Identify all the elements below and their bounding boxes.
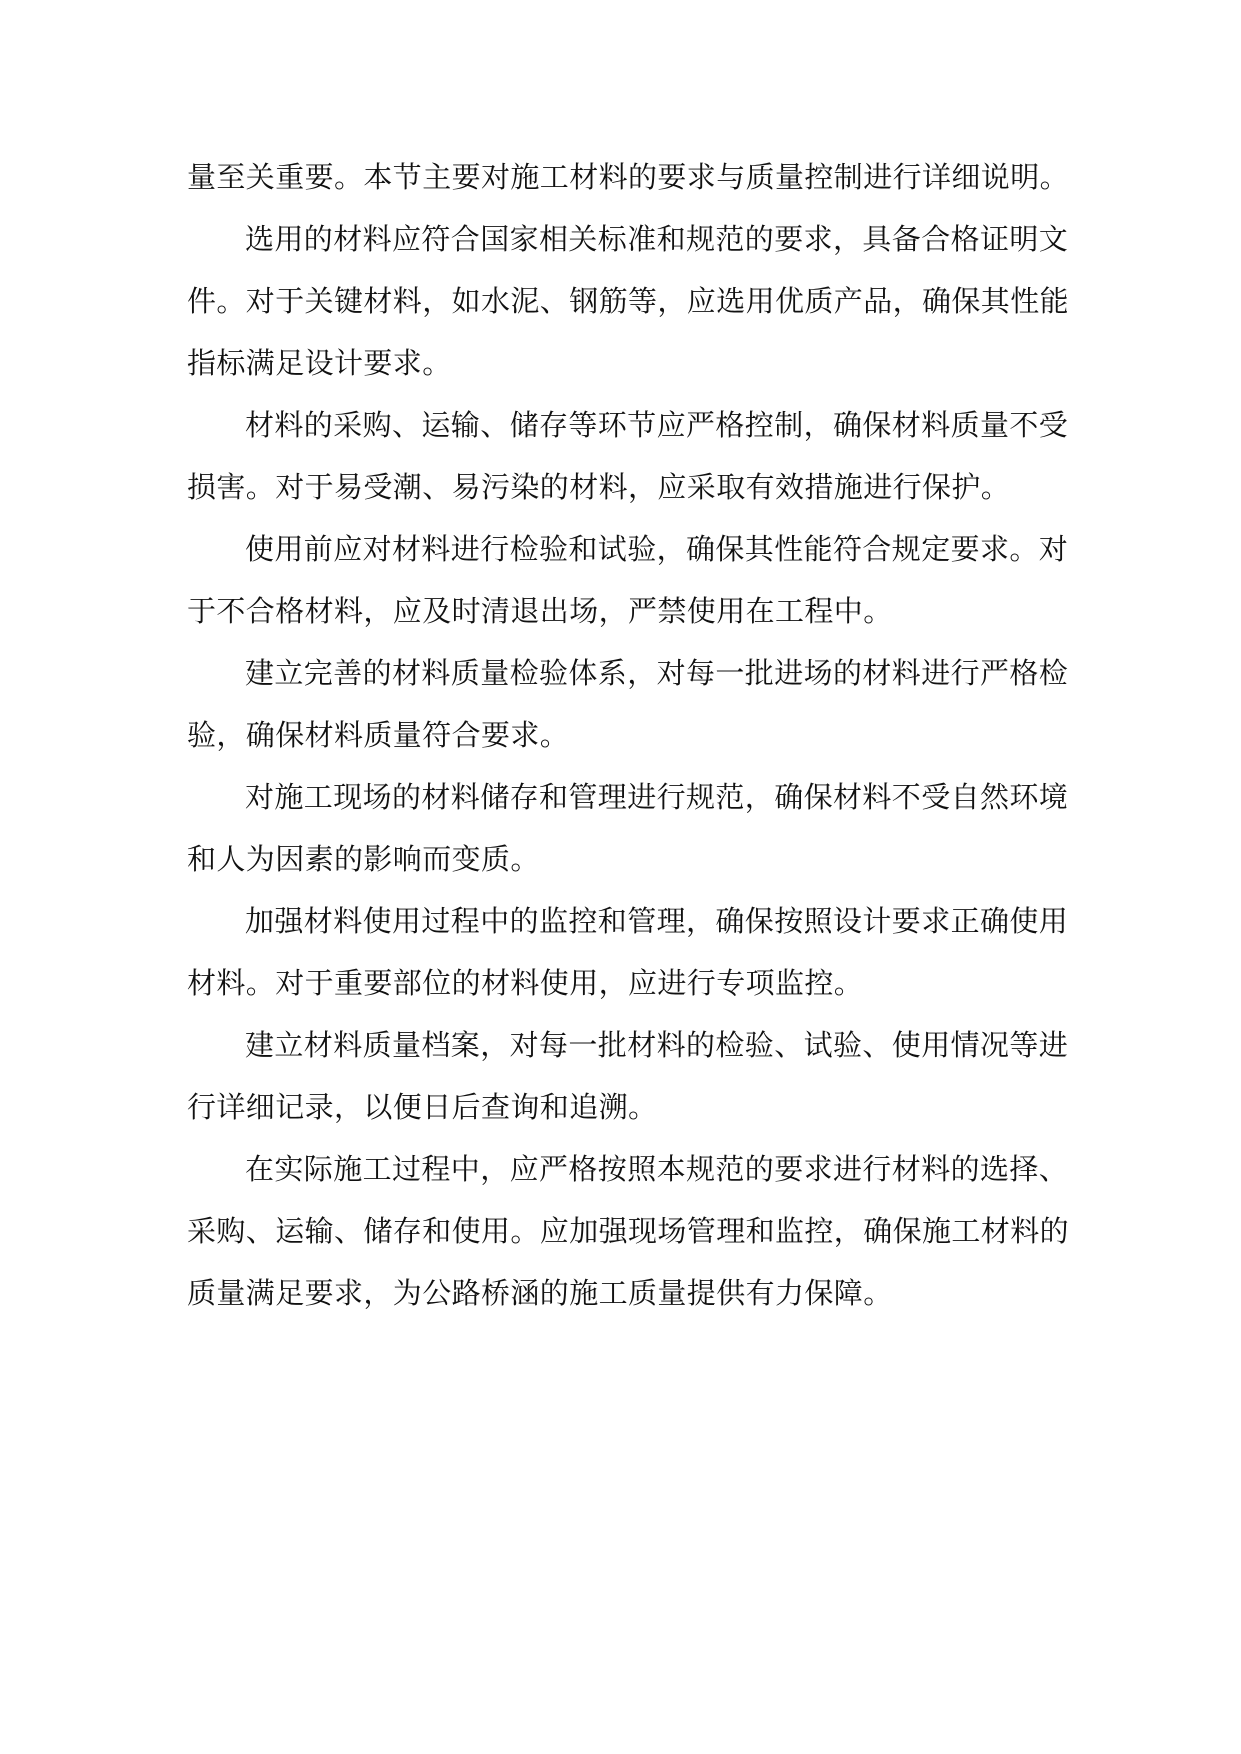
text-line: 采购、运输、储存和使用。应加强现场管理和监控，确保施工材料的 (187, 1214, 1070, 1248)
paragraph-first-line: 加强材料使用过程中的监控和管理，确保按照设计要求正确使用 (245, 904, 1069, 938)
text-line: 验，确保材料质量符合要求。 (187, 718, 570, 752)
paragraph-first-line: 使用前应对材料进行检验和试验，确保其性能符合规定要求。对 (245, 532, 1069, 566)
text-line: 质量满足要求，为公路桥涵的施工质量提供有力保障。 (187, 1276, 893, 1310)
paragraph-first-line: 在实际施工过程中，应严格按照本规范的要求进行材料的选择、 (245, 1152, 1069, 1186)
text-line: 于不合格材料，应及时清退出场，严禁使用在工程中。 (187, 594, 893, 628)
paragraph-first-line: 建立完善的材料质量检验体系，对每一批进场的材料进行严格检 (245, 656, 1069, 690)
text-line: 行详细记录，以便日后查询和追溯。 (187, 1090, 658, 1124)
paragraph-first-line: 对施工现场的材料储存和管理进行规范，确保材料不受自然环境 (245, 780, 1069, 814)
text-line: 件。对于关键材料，如水泥、钢筋等，应选用优质产品，确保其性能 (187, 284, 1070, 318)
paragraph-first-line: 选用的材料应符合国家相关标准和规范的要求，具备合格证明文 (245, 222, 1069, 256)
paragraph-first-line: 材料的采购、运输、储存等环节应严格控制，确保材料质量不受 (245, 408, 1069, 442)
text-line: 损害。对于易受潮、易污染的材料，应采取有效措施进行保护。 (187, 470, 1011, 504)
text-line: 量至关重要。本节主要对施工材料的要求与质量控制进行详细说明。 (187, 160, 1070, 194)
body-text (187, 146, 1070, 1324)
text-line: 材料。对于重要部位的材料使用，应进行专项监控。 (187, 966, 864, 1000)
text-line: 指标满足设计要求。 (187, 346, 452, 380)
paragraph-first-line: 建立材料质量档案，对每一批材料的检验、试验、使用情况等进 (245, 1028, 1069, 1062)
text-line: 和人为因素的影响而变质。 (187, 842, 540, 876)
